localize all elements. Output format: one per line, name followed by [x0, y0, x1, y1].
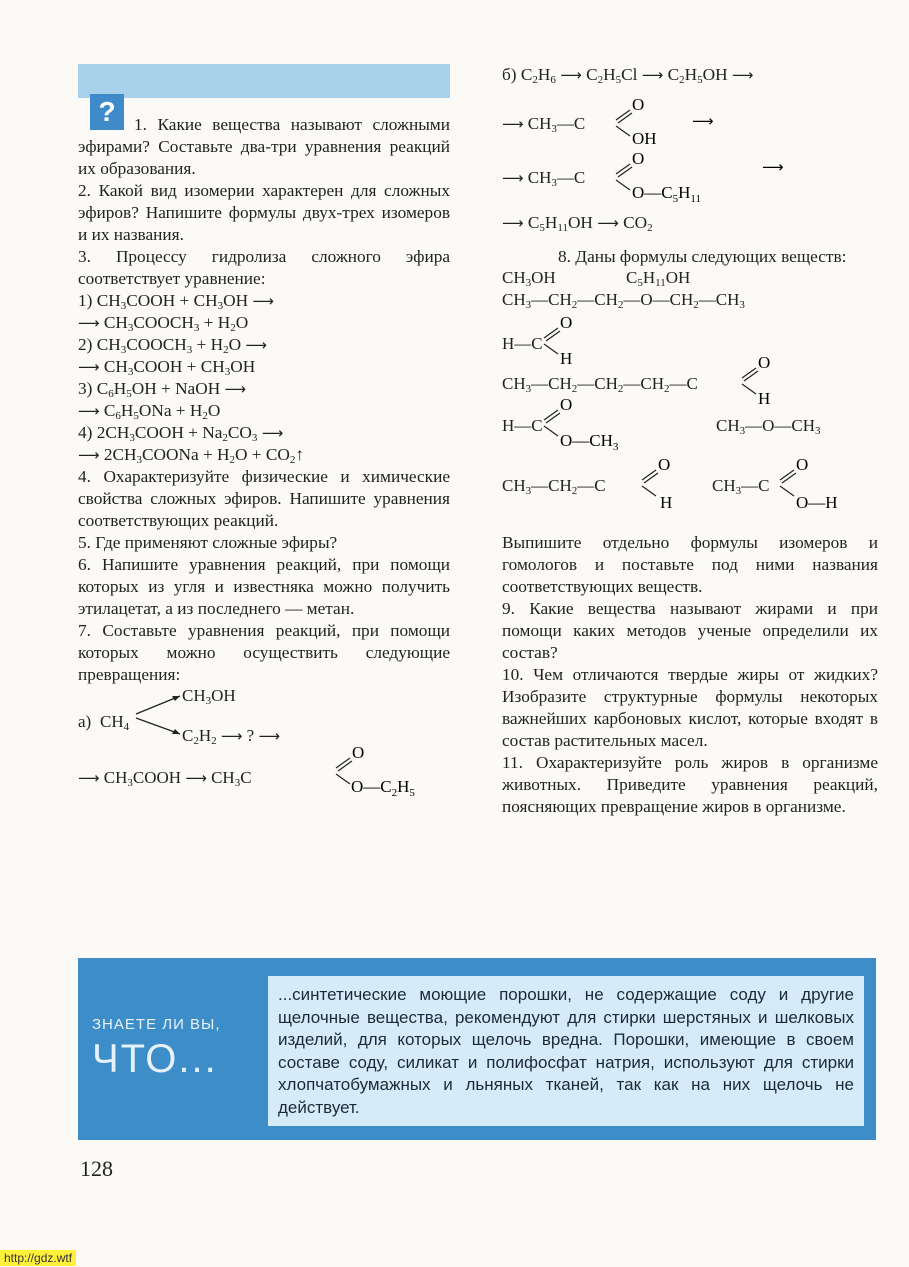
svg-text:O: O — [632, 96, 645, 114]
svg-text:O: O — [632, 150, 645, 168]
left-column — [78, 64, 450, 796]
q8-formulas: $CH_3OH$ $C_5H_{11}OH$ $CH_3—CH_2—CH_2—O—CH_2—CH_3$ H—C O H $CH_3—CH_2—CH_2—CH_2—C$ O H H—C O $O—CH_3$ $CH_3—O—CH_3$ $CH_3—CH_2—C$ O H $CH_3—C$ O O—H — [502, 268, 838, 512]
svg-text:O—C2H5: $O—C_2H_5$ — [351, 777, 415, 796]
svg-text:O: O — [352, 744, 365, 762]
question-1: 1. Какие вещества называют сложными эфирами? Составьте два-три уравнения реакций их образования. — [78, 115, 450, 178]
svg-text:O: O — [560, 396, 573, 414]
ester-bond-icon — [332, 744, 452, 796]
did-you-know-box — [78, 958, 876, 1140]
scheme-b-line-4: ⟶ $C_5H_{11}OH$ ⟶ $CO_2$ — [502, 213, 653, 234]
right-column — [502, 64, 878, 818]
question-2: 2. Какой вид изомерии характерен для сложных эфиров? Напишите формулы двух-трех изомеров и их названия. — [78, 181, 450, 244]
question-3: 3. Процессу гидролиза сложного эфира соответствует уравнение: — [78, 247, 450, 288]
scheme-b-acetic-acid: ⟶ $CH_3—C$ O OH ⟶ — [502, 96, 714, 148]
scheme-a: а) $CH_4$ $CH_3OH$ $C_2H_2$ ⟶ ? ⟶ ⟶ $CH_3COOH$ ⟶ $CH_3C$ O $O—C_2H_5$ — [78, 686, 450, 796]
question-10: 10. Чем отличаются твердые жиры от жидких? Изобразите структурные формулы некоторых важнейших карбоновых кислот, которые входят в состав растительных масел. — [502, 665, 878, 750]
page-number: 128 — [80, 1156, 113, 1181]
question-8-task: Выпишите отдельно формулы изомеров и гомологов и поставьте под ними названия соответствующих веществ. — [502, 533, 878, 596]
question-4: 4. Охарактеризуйте физические и химические свойства сложных эфиров. Напишите уравнения соответствующих реакций. — [78, 467, 450, 530]
questions-header-bar — [78, 64, 450, 98]
did-you-know-small: ЗНАЕТЕ ЛИ ВЫ, — [92, 1016, 221, 1033]
question-9: 9. Какие вещества называют жирами и при помощи каких методов ученые определили их состав? — [502, 599, 878, 662]
svg-text:H: H — [660, 493, 673, 512]
question-6: 6. Напишите уравнения реакций, при помощи которых из угля и известняка можно получить этилацетат, а из последнего — метан. — [78, 555, 450, 618]
did-you-know-text: ...синтетические моющие порошки, не содержащие соду и другие щелочные вещества, рекомендуют для стирки шерстяных и шелковых изделий, для которых щелочь вредна. Порошки, имеющие в своем составе соду, силикат и полифосфат натрия, используют для стирки хлопчатобумажных и льняных тканей, так как на них щелочь не действует. — [268, 976, 864, 1126]
question-3-options: 1) $CH_3COOH + CH_3OH$ ⟶ ⟶ $CH_3COOCH_3 + H_2O$ 2) $CH_3COOCH_3 + H_2O$ ⟶ ⟶ $CH_3COOH + CH_3OH$ 3) $C_6H_5OH$ + NaOH ⟶ ⟶ $C_6H_5ONa + H_2O$ 4) $2CH_3COOH + Na_2CO_3$ ⟶ ⟶ $2CH_3COONa + H_2O$ + $CO_2↑$ — [78, 291, 305, 466]
scheme-b-ester: ⟶ $CH_3—C$ O $O—C_5H_{11}$ ⟶ — [502, 150, 784, 205]
svg-text:O: O — [796, 456, 809, 474]
question-8: 8. Даны формулы следующих веществ: — [558, 247, 847, 266]
svg-text:O: O — [560, 313, 573, 332]
did-you-know-big: ЧТО... — [92, 1037, 218, 1081]
svg-text:O: O — [658, 456, 671, 474]
did-you-know-heading — [92, 1016, 220, 1082]
svg-text:⟶: ⟶ — [762, 158, 784, 176]
svg-text:O—C5H11: $O—C_5H_{11}$ — [632, 183, 701, 205]
scheme-b-label: б) — [502, 65, 517, 84]
svg-text:H: H — [560, 349, 573, 368]
svg-text:⟶: ⟶ — [692, 112, 714, 130]
svg-text:O—H: O—H — [796, 493, 838, 512]
scheme-a-label: а) — [78, 712, 92, 731]
svg-text:O—CH3: $O—CH_3$ — [560, 431, 619, 453]
scheme-b-line-1: б) $C_2H_6$ ⟶ $C_2H_5Cl$ ⟶ $C_2H_5OH$ ⟶ — [502, 65, 754, 86]
question-7: 7. Составьте уравнения реакций, при помощи которых можно осуществить следующие превращения: — [78, 621, 450, 684]
question-mark-icon: ? — [90, 94, 124, 130]
question-5: 5. Где применяют сложные эфиры? — [78, 533, 338, 552]
url-stamp[interactable]: http://gdz.wtf — [0, 1250, 76, 1266]
svg-text:O: O — [758, 354, 771, 372]
question-11: 11. Охарактеризуйте роль жиров в организме животных. Приведите уравнения реакций, поясняющих превращение жиров в организме. — [502, 753, 878, 816]
svg-text:H: H — [758, 389, 771, 408]
svg-text:OH: OH — [632, 129, 657, 148]
